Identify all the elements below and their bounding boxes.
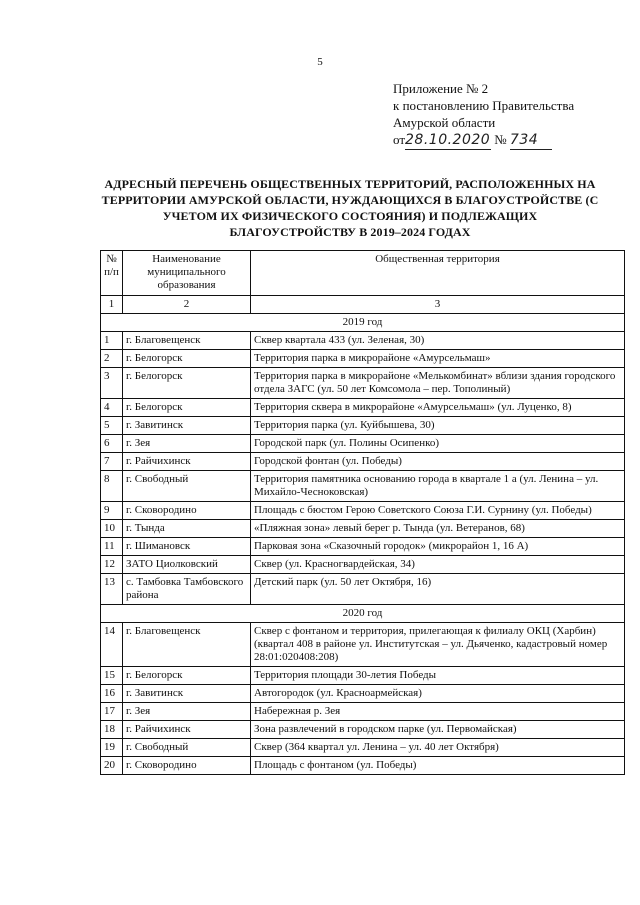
municipality-name: г. Зея	[123, 703, 251, 721]
table-row	[101, 399, 625, 417]
municipality-name: г. Райчихинск	[123, 721, 251, 739]
index-cell: 3	[251, 296, 625, 314]
municipality-name: г. Благовещенск	[123, 623, 251, 667]
table-row	[101, 667, 625, 685]
territory-name: Городской фонтан (ул. Победы)	[251, 453, 625, 471]
municipality-name: г. Свободный	[123, 739, 251, 757]
row-number: 16	[101, 685, 123, 703]
municipality-name: г. Благовещенск	[123, 332, 251, 350]
table-row	[101, 368, 625, 399]
year-row	[101, 314, 625, 332]
table-body	[101, 314, 625, 775]
territory-name: Автогородок (ул. Красноармейская)	[251, 685, 625, 703]
table-row	[101, 556, 625, 574]
municipality-name: ЗАТО Циолковский	[123, 556, 251, 574]
table-row	[101, 703, 625, 721]
year-label: 2019 год	[101, 314, 625, 332]
territory-name: Парковая зона «Сказочный городок» (микрорайон 1, 16 А)	[251, 538, 625, 556]
index-cell: 1	[101, 296, 123, 314]
table-row	[101, 538, 625, 556]
territory-name: Территория парка в микрорайоне «Амурсельмаш»	[251, 350, 625, 368]
row-number: 4	[101, 399, 123, 417]
territory-name: Городской парк (ул. Полины Осипенко)	[251, 435, 625, 453]
appendix-region: Амурской области	[393, 115, 496, 130]
row-number: 17	[101, 703, 123, 721]
row-number: 14	[101, 623, 123, 667]
appendix-date-line	[393, 131, 574, 150]
appendix-from-prefix: от	[393, 132, 406, 147]
table-row	[101, 453, 625, 471]
municipality-name: г. Завитинск	[123, 685, 251, 703]
municipality-name: г. Шимановск	[123, 538, 251, 556]
row-number: 6	[101, 435, 123, 453]
territory-name: «Пляжная зона» левый берег р. Тында (ул. Ветеранов, 68)	[251, 520, 625, 538]
table-row	[101, 721, 625, 739]
territory-name: Территория сквера в микрорайоне «Амурсельмаш» (ул. Луценко, 8)	[251, 399, 625, 417]
territory-name: Территория парка в микрорайоне «Мелькомбинат» вблизи здания городского отдела ЗАГС (ул. 50 лет Комсомола – пер. Тополиный)	[251, 368, 625, 399]
territory-name: Площадь с фонтаном (ул. Победы)	[251, 757, 625, 775]
table-row	[101, 623, 625, 667]
territory-name: Территория парка (ул. Куйбышева, 30)	[251, 417, 625, 435]
table-index-row	[101, 296, 625, 314]
header-municipality: Наименование муниципального образования	[123, 251, 251, 296]
municipality-name: г. Белогорск	[123, 399, 251, 417]
appendix-block	[393, 80, 574, 150]
territory-name: Сквер (ул. Красногвардейская, 34)	[251, 556, 625, 574]
year-row	[101, 605, 625, 623]
municipality-name: г. Белогорск	[123, 368, 251, 399]
row-number: 1	[101, 332, 123, 350]
row-number: 18	[101, 721, 123, 739]
row-number: 15	[101, 667, 123, 685]
municipality-name: г. Белогорск	[123, 667, 251, 685]
appendix-title: Приложение № 2	[393, 81, 489, 96]
row-number: 3	[101, 368, 123, 399]
row-number: 2	[101, 350, 123, 368]
table-row	[101, 350, 625, 368]
appendix-number-prefix: №	[494, 132, 507, 147]
territory-name: Сквер (364 квартал ул. Ленина – ул. 40 лет Октября)	[251, 739, 625, 757]
table-row	[101, 417, 625, 435]
table-row	[101, 520, 625, 538]
page-number: 5	[317, 56, 323, 68]
row-number: 5	[101, 417, 123, 435]
header-number: № п/п	[101, 251, 123, 296]
row-number: 20	[101, 757, 123, 775]
municipality-name: г. Завитинск	[123, 417, 251, 435]
row-number: 13	[101, 574, 123, 605]
row-number: 10	[101, 520, 123, 538]
territory-name: Зона развлечений в городском парке (ул. Первомайская)	[251, 721, 625, 739]
header-territory: Общественная территория	[251, 251, 625, 296]
table-row	[101, 574, 625, 605]
row-number: 19	[101, 739, 123, 757]
table-row	[101, 502, 625, 520]
row-number: 12	[101, 556, 123, 574]
municipality-name: с. Тамбовка Тамбовского района	[123, 574, 251, 605]
row-number: 9	[101, 502, 123, 520]
table-row	[101, 685, 625, 703]
appendix-date: 28.10.2020	[405, 132, 491, 148]
municipality-name: г. Райчихинск	[123, 453, 251, 471]
table-row	[101, 435, 625, 453]
municipality-name: г. Белогорск	[123, 350, 251, 368]
territory-name: Сквер с фонтаном и территория, прилегающая к филиалу ОКЦ (Харбин) (квартал 408 в районе ул. Институтская – ул. Дьяченко, кадастровый номер 28:01:020408:208)	[251, 623, 625, 667]
row-number: 7	[101, 453, 123, 471]
territory-name: Территория площади 30-летия Победы	[251, 667, 625, 685]
year-label: 2020 год	[101, 605, 625, 623]
appendix-number: 734	[510, 132, 552, 150]
territory-name: Сквер квартала 433 (ул. Зеленая, 30)	[251, 332, 625, 350]
table-row	[101, 471, 625, 502]
municipality-name: г. Свободный	[123, 471, 251, 502]
territory-name: Площадь с бюстом Герою Советского Союза Г.И. Сурнину (ул. Победы)	[251, 502, 625, 520]
row-number: 11	[101, 538, 123, 556]
municipality-name: г. Тында	[123, 520, 251, 538]
territory-name: Набережная р. Зея	[251, 703, 625, 721]
appendix-resolution: к постановлению Правительства	[393, 98, 575, 113]
territory-name: Детский парк (ул. 50 лет Октября, 16)	[251, 574, 625, 605]
municipality-name: г. Зея	[123, 435, 251, 453]
row-number: 8	[101, 471, 123, 502]
territory-table	[100, 250, 625, 775]
document-title: АДРЕСНЫЙ ПЕРЕЧЕНЬ ОБЩЕСТВЕННЫХ ТЕРРИТОРИЙ, РАСПОЛОЖЕННЫХ НА ТЕРРИТОРИИ АМУРСКОЙ ОБЛАСТИ, НУЖДАЮЩИХСЯ В БЛАГОУСТРОЙСТВЕ (С УЧЕТОМ ИХ ФИЗИЧЕСКОГО СОСТОЯНИЯ) И ПОДЛЕЖАЩИХ БЛАГОУСТРОЙСТВУ В 2019–2024 ГОДАХ	[101, 177, 599, 239]
table-header-row	[101, 251, 625, 296]
municipality-name: г. Сковородино	[123, 757, 251, 775]
table-row	[101, 739, 625, 757]
territory-name: Территория памятника основанию города в квартале 1 а (ул. Ленина – ул. Михайло-Чесноковская)	[251, 471, 625, 502]
municipality-name: г. Сковородино	[123, 502, 251, 520]
index-cell: 2	[123, 296, 251, 314]
table-row	[101, 757, 625, 775]
table-row	[101, 332, 625, 350]
